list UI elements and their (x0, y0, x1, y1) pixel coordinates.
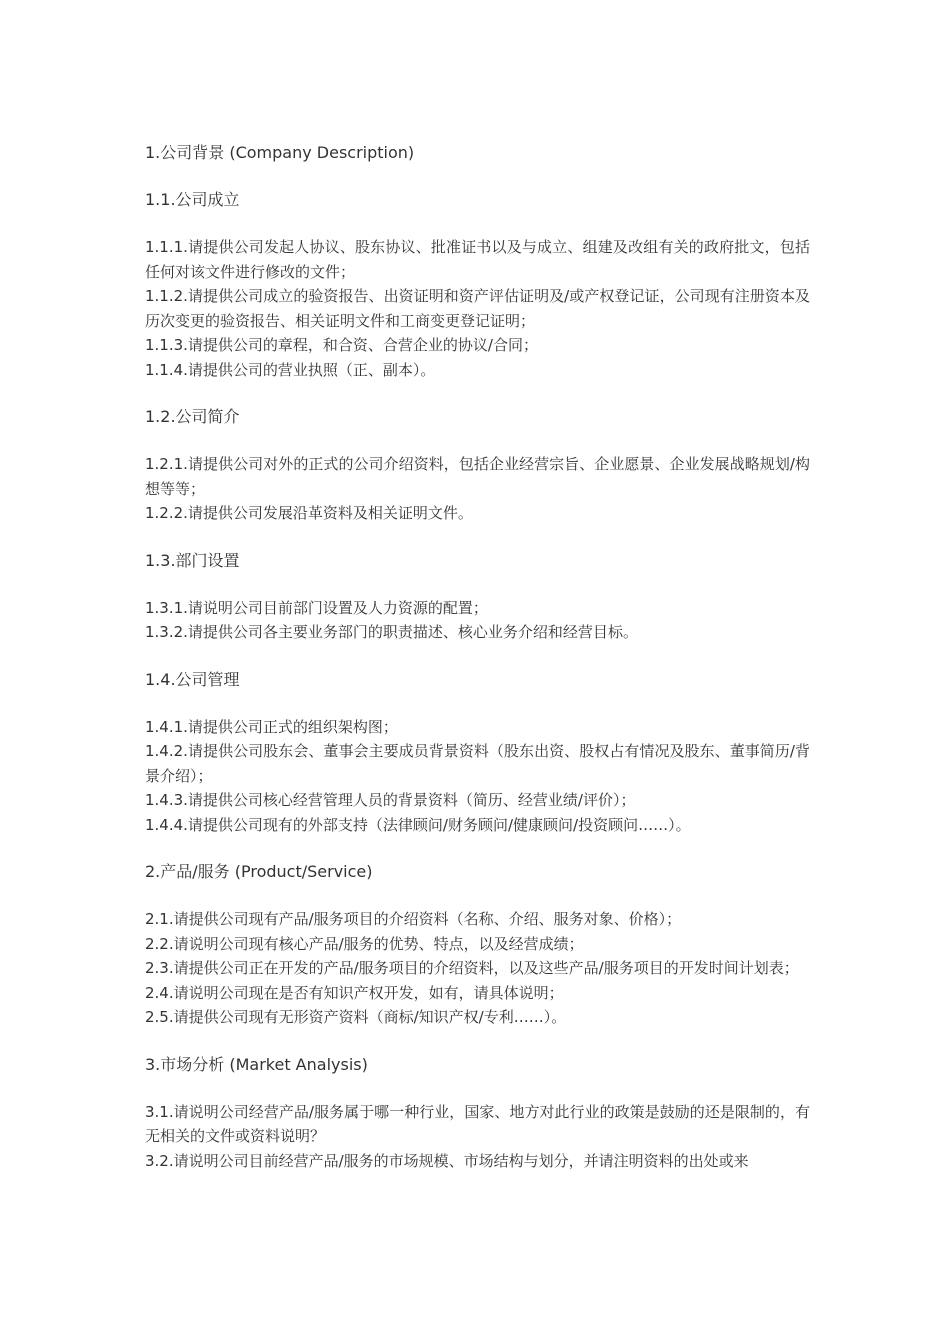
list-item: 1.2.2.请提供公司发展沿革资料及相关证明文件。 (145, 504, 473, 522)
list-item: 2.3.请提供公司正在开发的产品/服务项目的介绍资料，以及这些产品/服务项目的开发时间计划表； (145, 959, 799, 977)
subsection-heading: 1.1.公司成立 (145, 190, 240, 209)
list-item: 3.1.请说明公司经营产品/服务属于哪一种行业，国家、地方对此行业的政策是鼓励的还是限制的，有无相关的文件或资料说明？ (145, 1102, 810, 1145)
item-list (145, 452, 810, 526)
section-heading: 3.市场分析 (Market Analysis) (145, 1054, 368, 1074)
list-item: 2.4.请说明公司现在是否有知识产权开发，如有，请具体说明； (145, 983, 564, 1002)
subsection-heading: 1.3.部门设置 (145, 550, 240, 570)
list-item: 2.2.请说明公司现有核心产品/服务的优势、特点，以及经营成绩； (145, 934, 584, 953)
list-item: 1.2.1.请提供公司对外的正式的公司介绍资料，包括企业经营宗旨、企业愿景、企业发展战略规划/构想等等； (145, 455, 810, 498)
list-item: 1.1.1.请提供公司发起人协议、股东协议、批准证书以及与成立、组建及改组有关的政府批文，包括任何对该文件进行修改的文件； (145, 238, 810, 281)
list-item: 1.4.1.请提供公司正式的组织架构图； (145, 717, 398, 736)
list-item: 1.1.4.请提供公司的营业执照（正、副本）。 (145, 360, 436, 379)
list-item: 1.1.3.请提供公司的章程，和合资、合营企业的协议/合同； (145, 336, 538, 354)
list-item: 1.4.3.请提供公司核心经营管理人员的背景资料（简历、经营业绩/评价）； (145, 791, 636, 809)
item-list (145, 715, 810, 838)
item-list (145, 907, 810, 1030)
section-heading: 2.产品/服务 (Product/Service) (145, 862, 373, 881)
list-item: 2.1.请提供公司现有产品/服务项目的介绍资料（名称、介绍、服务对象、价格）； (145, 910, 682, 928)
list-item: 1.1.2.请提供公司成立的验资报告、出资证明和资产评估证明及/或产权登记证，公司现有注册资本及历次变更的验资报告、相关证明文件和工商变更登记证明； (145, 287, 810, 330)
item-list (145, 1100, 810, 1174)
subsection-heading: 1.2.公司简介 (145, 407, 240, 426)
list-item: 1.4.2.请提供公司股东会、董事会主要成员背景资料（股东出资、股权占有情况及股东、董事简历/背景介绍）； (145, 742, 810, 785)
item-list (145, 596, 810, 645)
list-item: 3.2.请说明公司目前经营产品/服务的市场规模、市场结构与划分，并请注明资料的出处或来 (145, 1151, 749, 1170)
list-item: 1.3.1.请说明公司目前部门设置及人力资源的配置； (145, 598, 488, 617)
document-page (145, 141, 810, 1173)
item-list (145, 235, 810, 382)
list-item: 1.4.4.请提供公司现有的外部支持（法律顾问/财务顾问/健康顾问/投资顾问……）。 (145, 815, 691, 834)
list-item: 1.3.2.请提供公司各主要业务部门的职责描述、核心业务介绍和经营目标。 (145, 623, 638, 641)
list-item: 2.5.请提供公司现有无形资产资料（商标/知识产权/专利……）。 (145, 1008, 567, 1026)
section-heading: 1.公司背景 (Company Description) (145, 143, 415, 162)
subsection-heading: 1.4.公司管理 (145, 669, 240, 689)
